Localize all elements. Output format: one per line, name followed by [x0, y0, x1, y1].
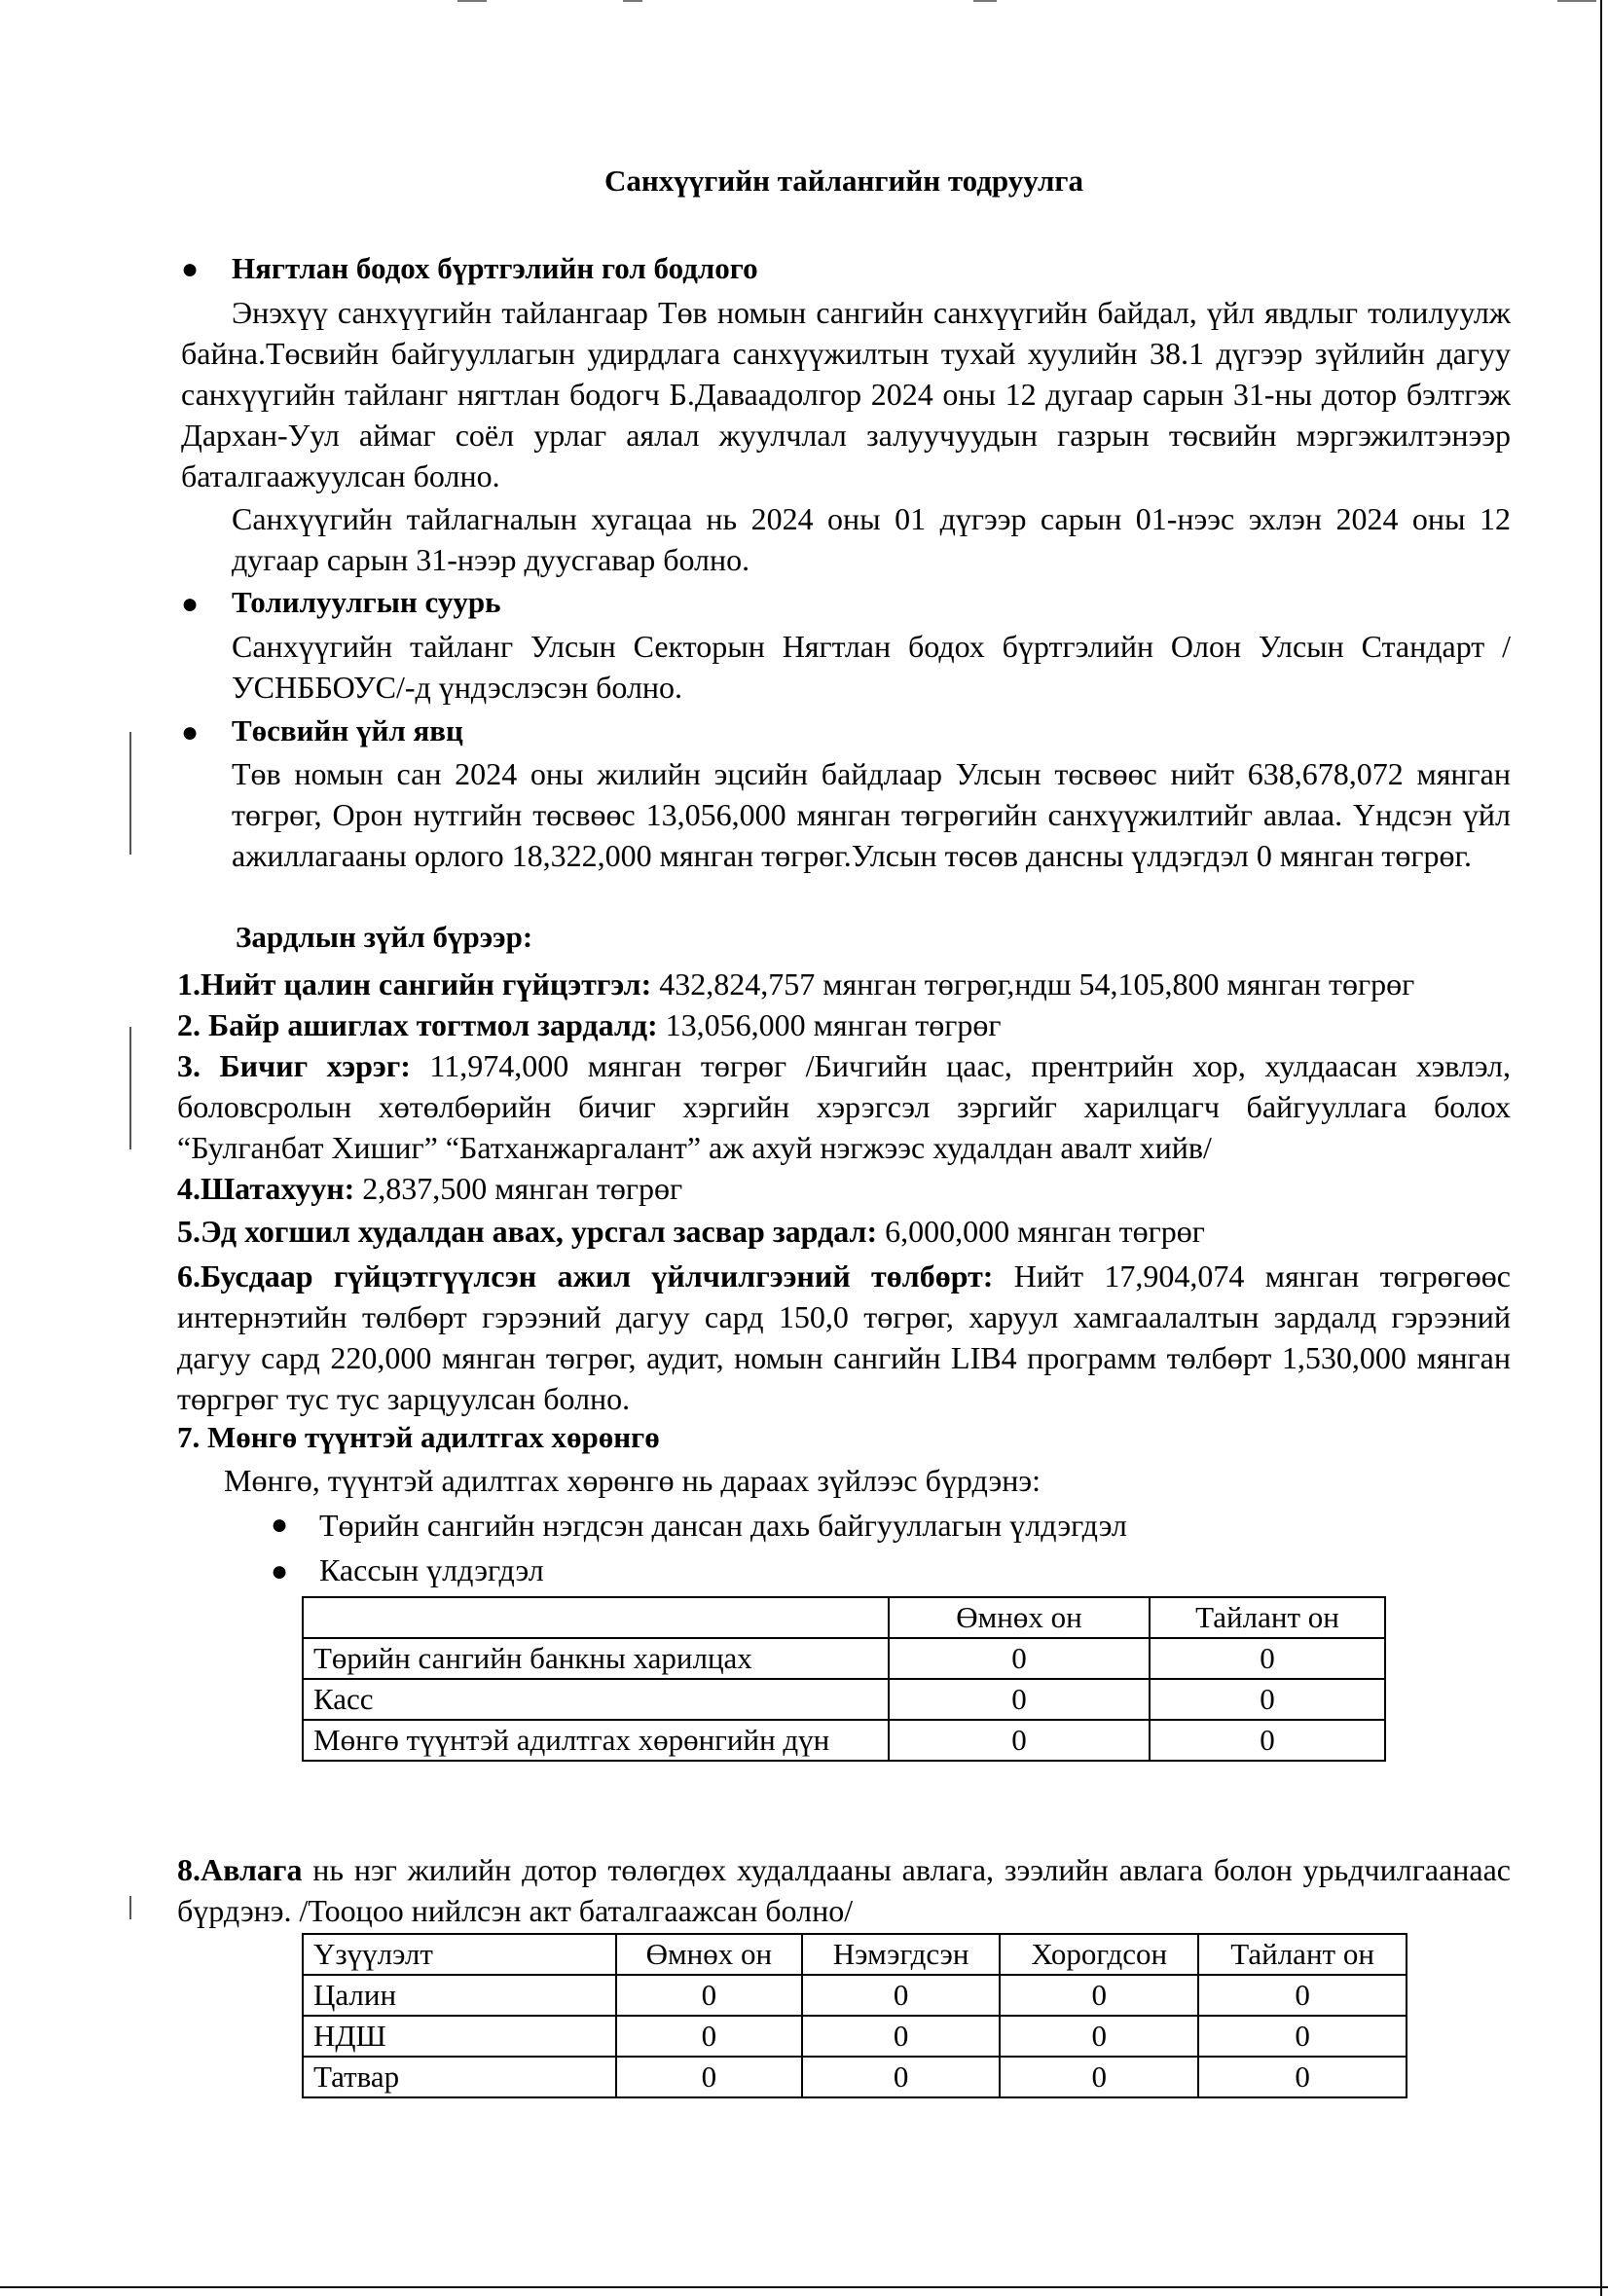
receivable-paragraph [177, 1849, 1511, 1931]
table-header-cell: Үзүүлэлт [303, 1934, 616, 1975]
bullet-icon: ● [271, 1509, 289, 1541]
policy-heading: Нягтлан бодох бүртгэлийн гол бодлого [232, 251, 758, 285]
table-cell: Касс [303, 1679, 889, 1720]
receivable-label: 8.Авлага [177, 1852, 303, 1887]
bullet-icon: ● [181, 716, 200, 748]
expense-item-label: 4.Шатахуун: [177, 1171, 355, 1206]
table-cell: 0 [802, 2057, 1001, 2097]
table-cell: 0 [1198, 2057, 1407, 2097]
table-cell: 0 [1198, 2016, 1407, 2057]
table-header-cell [303, 1597, 889, 1638]
bullet-icon: ● [271, 1555, 289, 1587]
table-header-cell: Тайлант он [1150, 1597, 1385, 1638]
cash-bullet-2: Кассын үлдэгдэл [319, 1552, 544, 1587]
expense-item-6 [177, 1256, 1511, 1419]
table-cell: 0 [889, 1679, 1150, 1720]
expense-item-label: 1.Нийт цалин сангийн гүйцэтгэл: [177, 966, 652, 1002]
receivable-text: нь нэг жилийн дотор төлөгдөх худалдааны авлага, зээлийн авлага болон урьдчилгаанаас бүрдэнэ. /Тооцоо нийлсэн акт баталгаажсан болно/ [177, 1852, 1511, 1928]
table-header-cell: Нэмэгдсэн [802, 1934, 1001, 1975]
table-header-cell: Тайлант он [1198, 1934, 1407, 1975]
table-cell: 0 [1150, 1679, 1385, 1720]
table-row [303, 2057, 1407, 2097]
budget-paragraph [232, 753, 1511, 876]
table-cell: 0 [889, 1720, 1150, 1761]
table-cell: 0 [616, 2057, 802, 2097]
table-cell: Төрийн сангийн банкны харилцах [303, 1638, 889, 1679]
table-cell: 0 [1000, 1975, 1198, 2016]
policy-paragraph-1 [181, 292, 1511, 496]
policy-text-2: Санхүүгийн тайлагналын хугацаа нь 2024 оны 01 дүгээр сарын 01-нээс эхлэн 2024 оны 12 дугаар сарын 31-нээр дуусгавар болно. [232, 501, 1511, 577]
table-cell: 0 [1000, 2057, 1198, 2097]
basis-paragraph [232, 626, 1511, 708]
table-row [303, 2016, 1407, 2057]
table-cell: 0 [802, 2016, 1001, 2057]
margin-mark [129, 1896, 131, 1919]
margin-mark [129, 732, 131, 855]
table-cell: 0 [616, 1975, 802, 2016]
table-cell: 0 [1198, 1975, 1407, 2016]
table-cell: Цалин [303, 1975, 616, 2016]
bullet-icon: ● [181, 253, 200, 285]
expense-item-text: 11,974,000 мянган төгрөг /Бичгийн цаас, прентрийн хор, хулдаасан хэвлэл, боловсролын хөтөлбөрийн бичиг хэргийн хэрэгсэл зэргийг харилцагч байгууллага болох “Булганбат Хишиг” “Батханжаргалант” аж ахуй нэгжээс худалдан авалт хийв/ [177, 1048, 1512, 1165]
expense-item-label: 3. Бичиг хэрэг: [177, 1048, 411, 1083]
policy-paragraph-2 [232, 498, 1511, 580]
table-header-cell: Хорогдсон [1000, 1934, 1198, 1975]
document-title: Санхүүгийн тайлангийн тодруулга [604, 164, 1083, 198]
table-header-row [303, 1597, 1385, 1638]
table-cell: 0 [616, 2016, 802, 2057]
table-cell: Татвар [303, 2057, 616, 2097]
table-cell: Мөнгө түүнтэй адилтгах хөрөнгийн дүн [303, 1720, 889, 1761]
budget-heading: Төсвийн үйл явц [232, 713, 463, 747]
expense-item-3 [177, 1045, 1511, 1168]
table-header-row [303, 1934, 1407, 1975]
expense-item-text: 2,837,500 мянган төгрөг [354, 1171, 683, 1206]
bullet-icon: ● [181, 588, 200, 620]
table-cell: 0 [889, 1638, 1150, 1679]
basis-heading: Толилуулгын суурь [232, 585, 501, 619]
expense-item-2 [177, 1004, 1511, 1045]
expense-item-4 [177, 1168, 1511, 1209]
table-row [303, 1638, 1385, 1679]
margin-mark [129, 1027, 131, 1149]
receivable-table [302, 1933, 1407, 2098]
cash-bullet-1: Төрийн сангийн нэгдсэн дансан дахь байгууллагын үлдэгдэл [319, 1508, 1127, 1543]
table-cell: 0 [802, 1975, 1001, 2016]
expense-item-label: 6.Бусдаар гүйцэтгүүлсэн ажил үйлчилгээний төлбөрт: [177, 1258, 994, 1294]
table-cell: 0 [1000, 2016, 1198, 2057]
expense-item-text: Нийт 17,904,074 мянган төгрөгөөс интернэтийн төлбөрт гэрээний дагуу сард 150,0 төгрөг, харуул хамгаалалтын зардалд гэрээний дагуу сард 220,000 мянган төгрөг, аудит, номын сангийн LIB4 программ төлбөрт 1,530,000 мянган төргрөг тус тус зарцуулсан болно. [177, 1258, 1511, 1416]
expense-item-5 [177, 1211, 1511, 1252]
cash-heading: 7. Мөнгө түүнтэй адилтгах хөрөнгө [177, 1420, 660, 1454]
basis-text: Санхүүгийн тайланг Улсын Секторын Нягтлан бодох бүртгэлийн Олон Улсын Стандарт /УСНББОУС/-д үндэслэсэн болно. [232, 629, 1511, 705]
expense-item-text: 13,056,000 мянган төгрөг [657, 1007, 1002, 1042]
expense-item-1 [177, 964, 1511, 1004]
table-header-cell: Өмнөх он [889, 1597, 1150, 1638]
cash-intro: Мөнгө, түүнтэй адилтгах хөрөнгө нь дараах зүйлээс бүрдэнэ: [224, 1463, 1042, 1498]
policy-text-1: Энэхүү санхүүгийн тайлангаар Төв номын сангийн санхүүгийн байдал, үйл явдлыг толилуулж байна.Төсвийн байгууллагын удирдлага санхүүжилтын тухай хуулийн 38.1 дүгээр зүйлийн дагуу санхүүгийн тайланг нягтлан бодогч Б.Даваадолгор 2024 оны 12 дугаар сарын 31-ны дотор бэлтгэж Дархан-Уул аймаг соёл урлаг аялал жуулчлал залуучуудын газрын төсвийн мэргэжилтэнээр баталгаажуулсан болно. [181, 295, 1511, 493]
table-cell: 0 [1150, 1720, 1385, 1761]
expense-item-label: 5.Эд хогшил худалдан авах, урсгал засвар зардал: [177, 1214, 878, 1249]
scan-mark [1557, 0, 1596, 2]
table-cell: 0 [1150, 1638, 1385, 1679]
table-header-cell: Өмнөх он [616, 1934, 802, 1975]
budget-text: Төв номын сан 2024 оны жилийн эцсийн байдлаар Улсын төсвөөс нийт 638,678,072 мянган төгрөг, Орон нутгийн төсвөөс 13,056,000 мянган төгрөгийн санхүүжилтийг авлаа. Үндсэн үйл ажиллагааны орлого 18,322,000 мянган төгрөг.Улсын төсөв дансны үлдэгдэл 0 мянган төгрөг. [232, 756, 1511, 873]
expense-heading: Зардлын зүйл бүрээр: [236, 920, 533, 954]
document-page [177, 0, 1511, 2296]
table-row [303, 1679, 1385, 1720]
expense-item-text: 432,824,757 мянган төгрөг,ндш 54,105,800 мянган төгрөг [651, 966, 1415, 1002]
expense-item-text: 6,000,000 мянган төгрөг [877, 1214, 1205, 1249]
table-row [303, 1975, 1407, 2016]
cash-table [302, 1596, 1386, 1762]
table-row [303, 1720, 1385, 1761]
page-frame-right [1600, 0, 1602, 2296]
expense-item-label: 2. Байр ашиглах тогтмол зардалд: [177, 1007, 658, 1042]
table-cell: НДШ [303, 2016, 616, 2057]
